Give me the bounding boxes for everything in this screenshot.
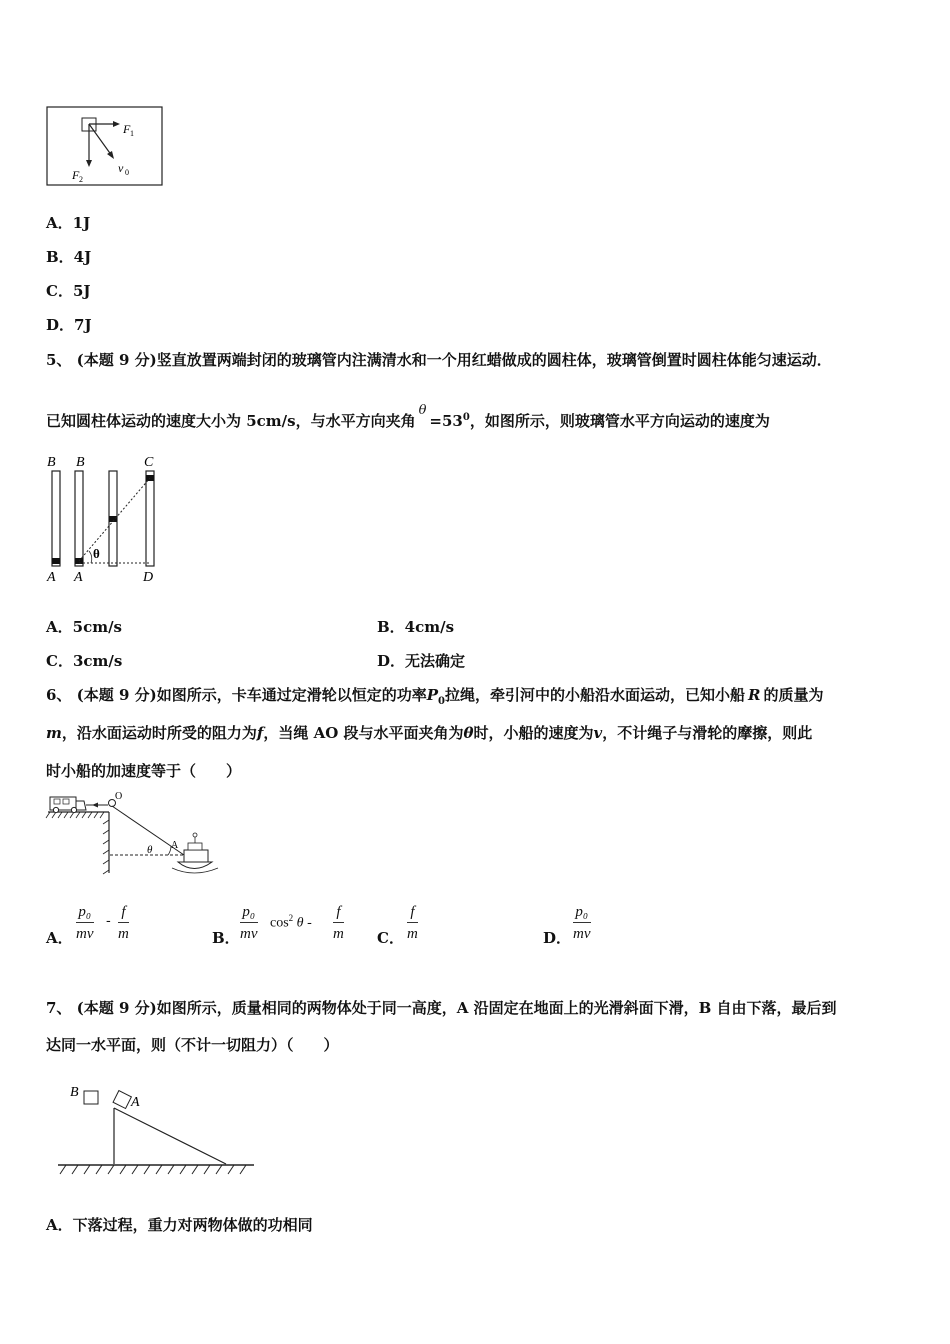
q5-option-d: D．无法确定	[377, 652, 466, 670]
q4-option-c: C．5J	[46, 282, 91, 300]
force-diagram	[46, 106, 164, 188]
q6-stem-line2	[46, 722, 812, 743]
q6-option-d-frac: $\frac{\text{p₀}}{mv}$	[573, 904, 591, 942]
tube-2	[75, 471, 83, 566]
f1-label: F	[123, 122, 131, 136]
glass-tube-diagram	[44, 452, 169, 588]
q4-option-b: B．4J	[46, 248, 92, 266]
v0-arrow	[89, 124, 112, 156]
q6-f: f	[256, 724, 264, 742]
truck-boat-diagram	[44, 788, 220, 878]
q6-option-a-minus: -	[106, 913, 111, 929]
q5-option-b: B．4cm/s	[377, 618, 455, 636]
q5-option-a: A．5cm/s	[46, 618, 123, 636]
q4-option-d: D．7J	[46, 316, 92, 334]
label-c: C	[144, 455, 154, 470]
q6-option-c-letter: C．	[377, 929, 404, 947]
q7-stem-line1: 7、 (本题 9 分)如图所示，质量相同的两物体处于同一高度，A 沿固定在地面上的光滑斜面下滑，B 自由下落，最后到	[46, 999, 837, 1017]
label-a-7: A	[131, 1095, 140, 1110]
q5-line2-b: =53	[429, 412, 463, 430]
q6-line1-c: 的质量为	[763, 686, 824, 704]
v0-sub: 0	[125, 168, 129, 177]
label-d: D	[143, 570, 154, 585]
q7-stem-line2: 达同一水平面，则（不计一切阻力）（ ）	[46, 1036, 339, 1054]
label-a1: A	[47, 570, 56, 585]
q6-line1-b: 拉绳，牵引河中的小船沿水面运动，已知小船	[445, 686, 746, 704]
q6-option-b-frac1: $\frac{\text{p₀}}{mv}$	[240, 904, 258, 942]
q6-stem-line1	[46, 684, 824, 707]
tube-4	[146, 471, 154, 566]
q6-line2-d: ，不计绳子与滑轮的摩擦，则此	[602, 724, 813, 742]
q6-option-a-frac2: $\frac{f}{m}$	[118, 904, 129, 942]
q5-theta: θ	[418, 403, 427, 418]
q6-r: R	[748, 686, 761, 704]
f2-sub: 2	[79, 175, 83, 184]
q6-option-b-minus: -	[307, 915, 312, 931]
q6-p0-sub: 0	[438, 696, 445, 707]
boat-hull	[178, 862, 212, 869]
incline-slope	[114, 1108, 226, 1164]
q6-p0: P	[426, 686, 439, 704]
q6-option-b-cos-sup: 2	[288, 913, 294, 923]
q6-line2-a: ，沿水面运动时所受的阻力为	[61, 724, 257, 742]
q4-option-a: A．1J	[46, 214, 91, 232]
q6-line2-b: ，当绳 AO 段与水平面夹角为	[263, 724, 464, 742]
q6-stem-line3: 时小船的加速度等于（ ）	[46, 762, 242, 780]
label-theta-6: θ	[147, 844, 153, 856]
f1-sub: 1	[130, 129, 134, 138]
q6-option-b-cos	[270, 913, 312, 932]
f2-label: F	[72, 168, 80, 182]
q6-m: m	[46, 724, 62, 742]
q6-option-a-frac1: $\frac{\text{p₀}}{mv}$	[76, 904, 94, 942]
q6-option-a-letter: A．	[46, 929, 73, 947]
label-o: O	[115, 791, 123, 802]
label-b2: B	[76, 455, 85, 470]
q5-line2-c: ，如图所示，则玻璃管水平方向运动的速度为	[469, 412, 770, 430]
v0-label: v	[118, 161, 124, 175]
incline-diagram	[54, 1078, 259, 1180]
block-a	[113, 1091, 131, 1109]
label-a2: A	[74, 570, 83, 585]
q6-option-d-letter: D．	[543, 929, 572, 947]
q6-option-b-theta: θ	[296, 915, 304, 931]
tube-1	[52, 471, 60, 566]
q5-line2-sup: 0	[462, 412, 470, 423]
label-b1: B	[47, 455, 56, 470]
q5-stem-line1: 5、 (本题 9 分)竖直放置两端封闭的玻璃管内注满清水和一个用红蜡做成的圆柱体，玻璃管倒置时圆柱体能匀速运动．	[46, 351, 832, 369]
label-theta: θ	[93, 546, 100, 561]
q6-option-b-frac2: $\frac{f}{m}$	[333, 904, 344, 942]
q7-option-a: A．下落过程，重力对两物体做的功相同	[46, 1216, 313, 1234]
q6-theta: θ	[463, 724, 474, 742]
q6-line1-a: 6、 (本题 9 分)如图所示，卡车通过定滑轮以恒定的功率	[46, 686, 427, 704]
block-b	[84, 1091, 98, 1104]
label-a-6: A	[171, 840, 179, 851]
q5-line2-a: 已知圆柱体运动的速度大小为 5cm/s，与水平方向夹角	[46, 412, 416, 430]
q5-stem-line2	[46, 403, 770, 431]
q6-option-b-cos-text: cos	[270, 915, 289, 931]
q6-option-c-frac: $\frac{f}{m}$	[407, 904, 418, 942]
q5-option-c: C．3cm/s	[46, 652, 123, 670]
q6-option-b-letter: B．	[212, 929, 240, 947]
q6-line2-c: 时，小船的速度为	[473, 724, 594, 742]
q6-v: v	[593, 724, 603, 742]
label-b-7: B	[70, 1085, 79, 1100]
